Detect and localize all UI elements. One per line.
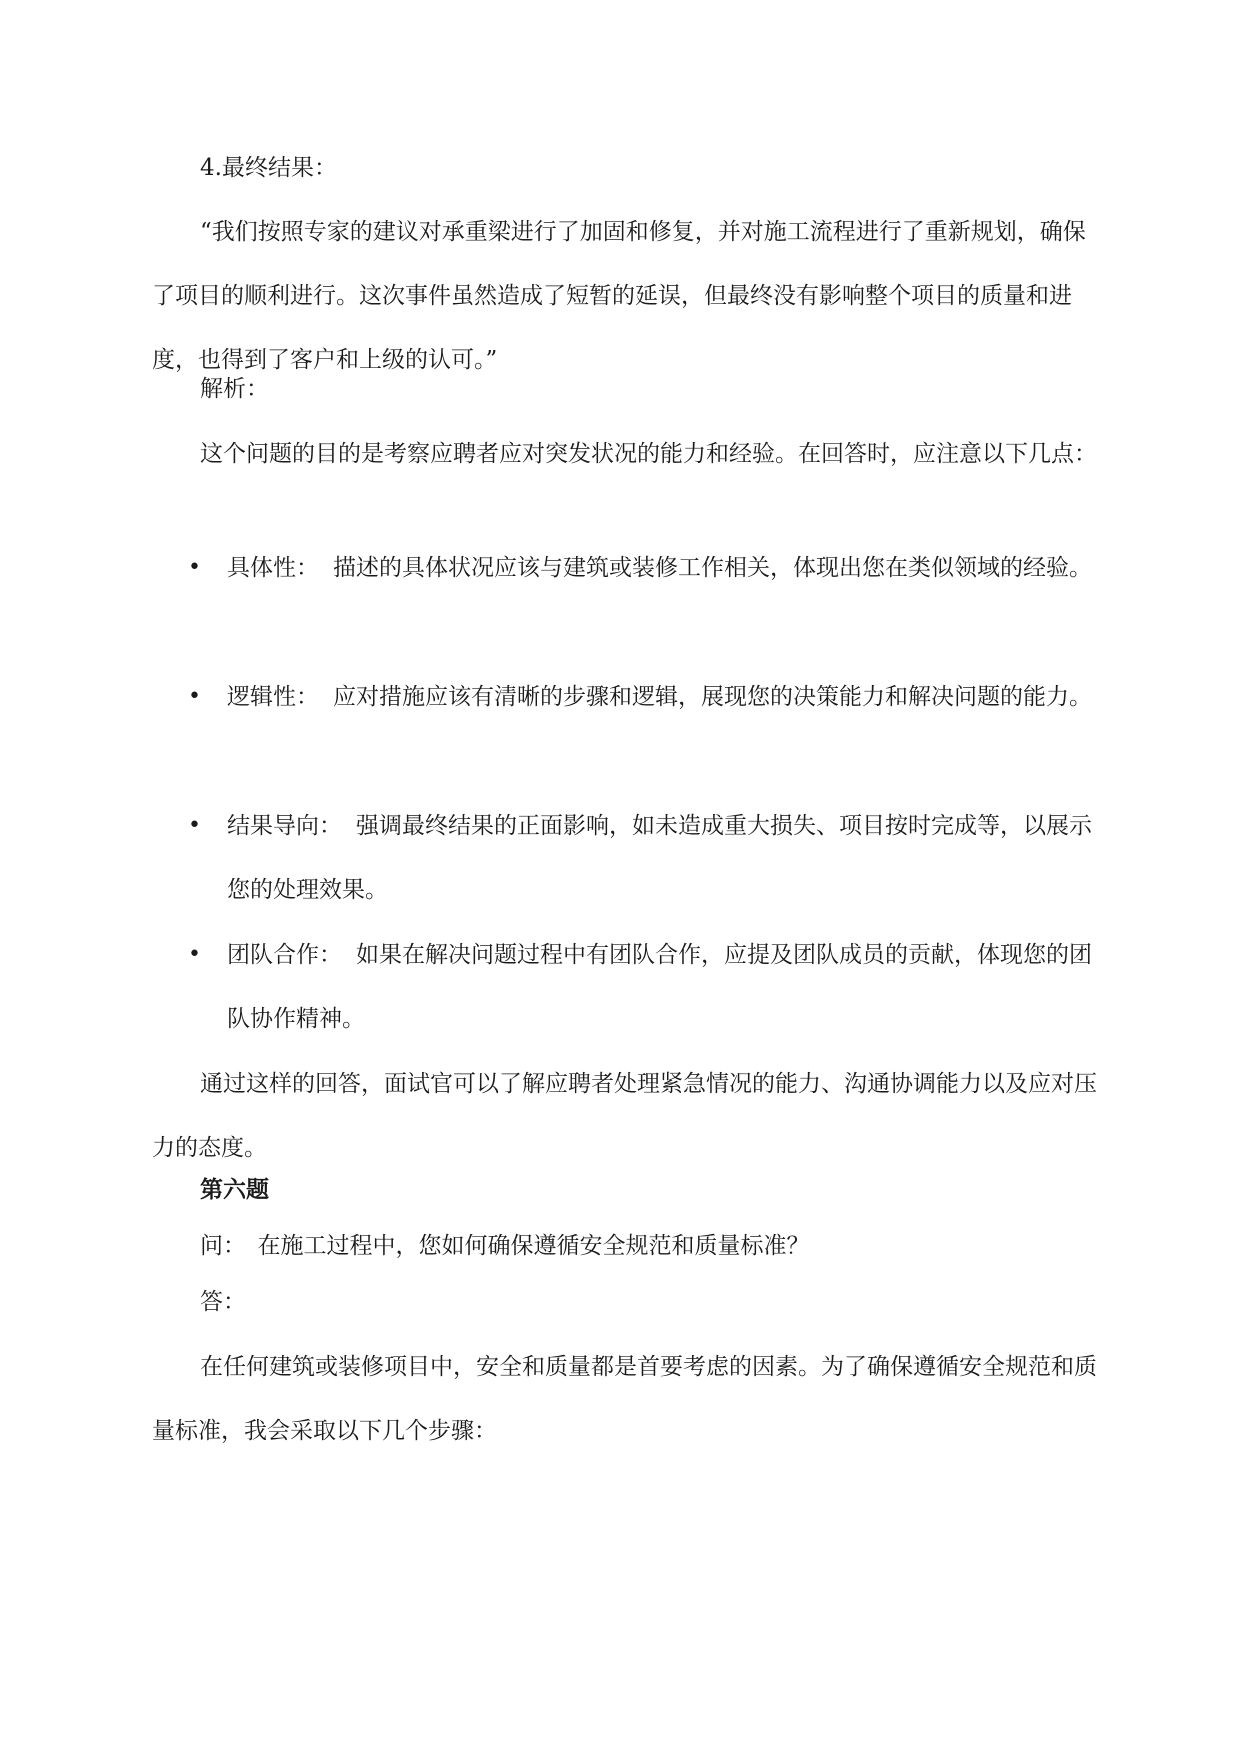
section-title: 第六题 xyxy=(200,1177,269,1203)
answer-paragraph: 在任何建筑或装修项目中，安全和质量都是首要考虑的因素。为了确保遵循安全规范和质量标准，我会采取以下几个步骤： xyxy=(152,1354,1097,1444)
analysis-intro: 这个问题的目的是考察应聘者应对突发状况的能力和经验。在回答时，应注意以下几点： xyxy=(200,441,1097,467)
list-item xyxy=(152,923,1097,1051)
bullet-icon: • xyxy=(188,942,201,967)
answer-label: 答： xyxy=(200,1289,246,1315)
bullet-term: 逻辑性： xyxy=(227,684,319,710)
list-item xyxy=(152,536,1097,600)
bullet-term: 团队合作： xyxy=(227,942,342,968)
bullet-term: 具体性： xyxy=(227,555,319,581)
conclusion-paragraph: 通过这样的回答，面试官可以了解应聘者处理紧急情况的能力、沟通协调能力以及应对压力的态度。 xyxy=(152,1071,1097,1161)
analysis-label: 解析： xyxy=(200,376,269,402)
bullet-text: 强调最终结果的正面影响，如未造成重大损失、项目按时完成等，以展示您的处理效果。 xyxy=(227,813,1092,903)
result-heading: 4.最终结果： xyxy=(200,155,337,181)
bullet-icon: • xyxy=(188,813,201,838)
bullet-text: 描述的具体状况应该与建筑或装修工作相关，体现出您在类似领域的经验。 xyxy=(333,555,1092,581)
bullet-term: 结果导向： xyxy=(227,813,342,839)
bullet-text: 如果在解决问题过程中有团队合作，应提及团队成员的贡献，体现您的团队协作精神。 xyxy=(227,942,1092,1032)
result-paragraph: “我们按照专家的建议对承重梁进行了加固和修复，并对施工流程进行了重新规划，确保了项目的顺利进行。这次事件虽然造成了短暂的延误，但最终没有影响整个项目的质量和进度，也得到了客户和上级的认可。” xyxy=(152,219,1086,373)
bullet-icon: • xyxy=(188,555,201,580)
list-item xyxy=(152,794,1097,922)
question-text: 问： 在施工过程中，您如何确保遵循安全规范和质量标准？ xyxy=(200,1233,810,1259)
list-item xyxy=(152,665,1097,729)
bullet-icon: • xyxy=(188,684,201,709)
bullet-text: 应对措施应该有清晰的步骤和逻辑，展现您的决策能力和解决问题的能力。 xyxy=(333,684,1092,710)
